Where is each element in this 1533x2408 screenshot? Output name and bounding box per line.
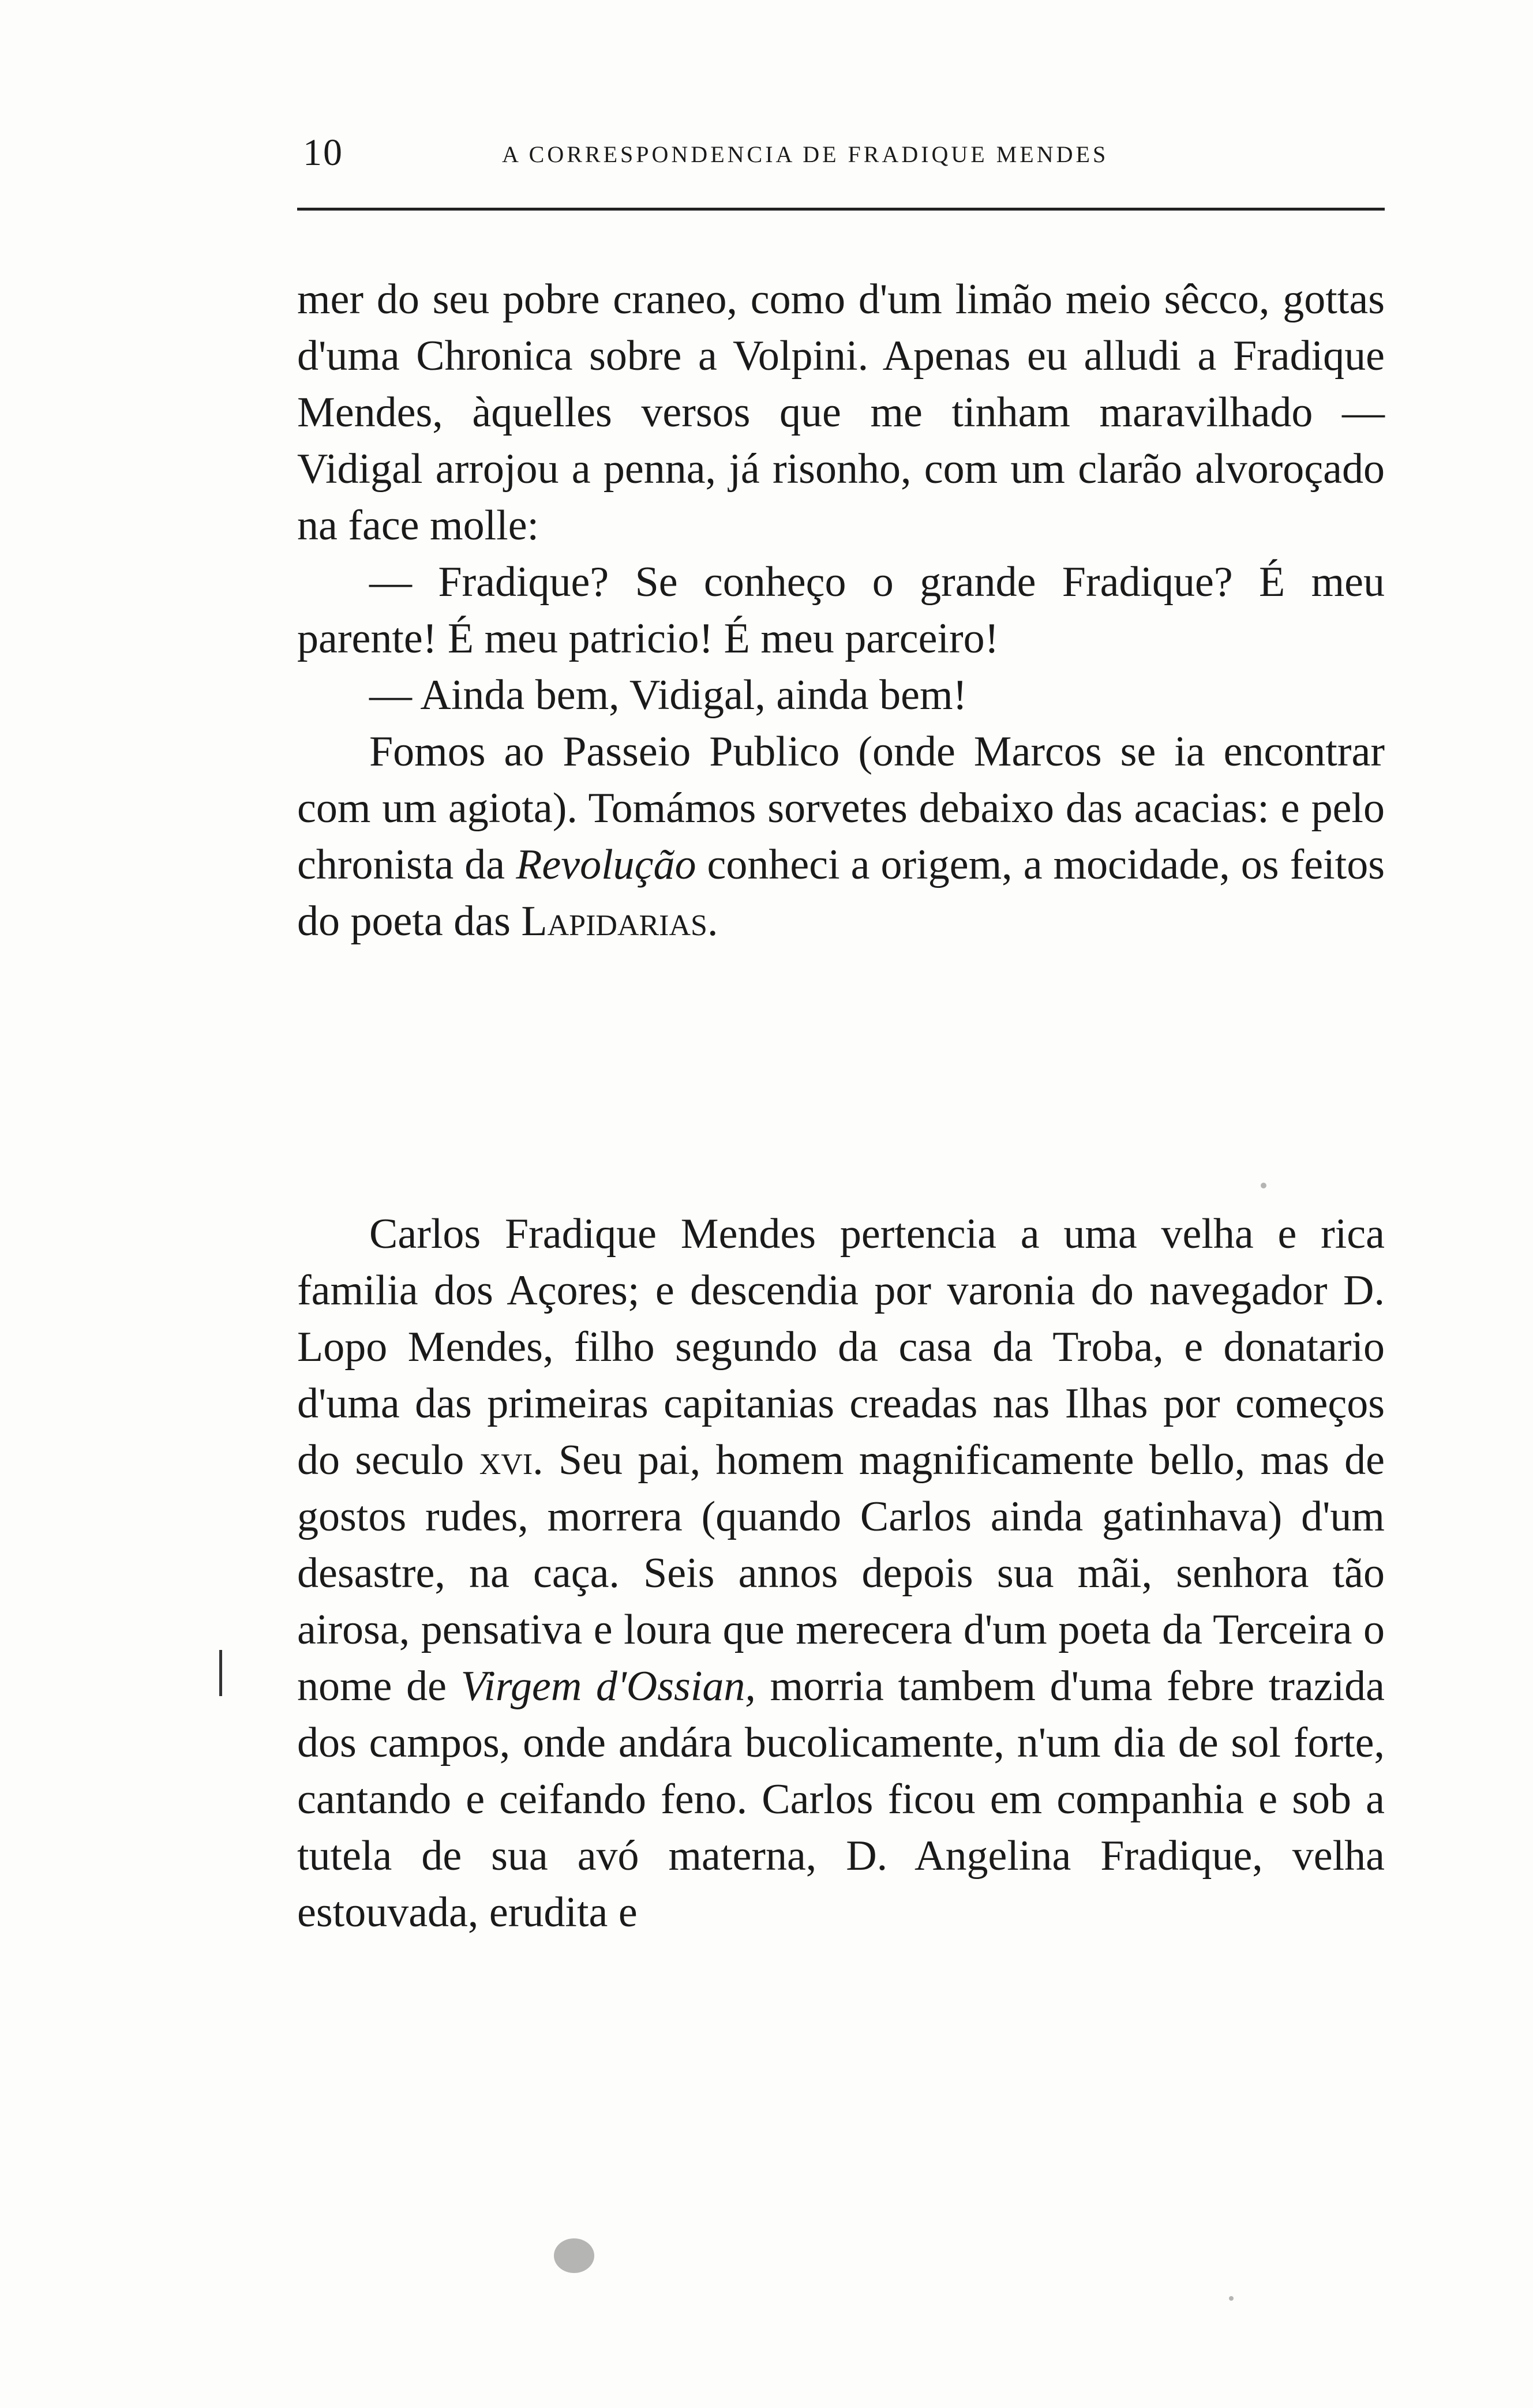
- paragraph-dialogue-ainda-bem: — Ainda bem, Vidigal, ainda bem!: [369, 672, 968, 719]
- paragraph-text: . Seu pai, homem magnificamente bello, mas de gostos rudes, morrera (quando Carlos ainda gatinhava) d'um desastre, na caça. Seis annos depois sua mãi, senhora tão airosa, pensativa e loura que merecera d'um poeta da Terceira o nome de: [297, 1436, 1385, 1710]
- paragraph-text: morria tambem d'uma febre trazida dos campos, onde andára bucolicamente, n'um dia de sol forte, cantando e ceifando feno. Carlos ficou em companhia e sob a tutela de sua avó materna, D. Angelina Fradique, velha estouvada, erudita e: [297, 1663, 1385, 1936]
- text-block-biography: [297, 1206, 1385, 1941]
- paragraph-text: .: [707, 898, 718, 945]
- paragraph-continued: mer do seu pobre craneo, como d'um limão meio sêcco, gottas d'uma Chronica sobre a Volpini. Apenas eu alludi a Fradique Mendes, àquelles versos que me tinham maravilhado — Vidigal arrojou a penna, já risonho, com um clarão alvoroçado na face molle:: [297, 276, 1385, 549]
- paragraph-text: Carlos Fradique Mendes pertencia a uma velha e rica familia dos Açores; e descendia por varonia do navegador D. Lopo Mendes, filho segundo da casa da Troba, e donatario d'uma das primeiras capitanias creadas nas Ilhas por começos do seculo: [297, 1210, 1385, 1484]
- paragraph-biography: [297, 1206, 1385, 1941]
- header-rule: [297, 208, 1385, 211]
- text-block-dialogue: [297, 271, 1385, 950]
- paragraph-dialogue-fradique: — Fradique? Se conheço o grande Fradique? É meu parente! É meu patricio! É meu parceiro!: [297, 558, 1385, 662]
- page-number: 10: [303, 132, 343, 174]
- ink-speck: [1229, 2296, 1234, 2301]
- italic-virgem-dossian: Virgem d'Ossian,: [460, 1663, 756, 1710]
- ink-speck: [1261, 1183, 1266, 1188]
- ink-speck: [554, 2238, 594, 2273]
- margin-mark: [219, 1650, 222, 1696]
- paragraph-text: conheci a origem, a mocidade, os feitos do poeta das: [297, 841, 1385, 945]
- italic-title-revolucao: Revolução: [516, 841, 696, 888]
- page-header: [297, 130, 1385, 176]
- running-title: A CORRESPONDENCIA DE FRADIQUE MENDES: [502, 141, 1109, 167]
- paragraph-passeio-publico: [297, 723, 1385, 950]
- smallcaps-century: xvi: [479, 1436, 533, 1484]
- smallcaps-lapidarias: Lapidarias: [521, 898, 707, 945]
- paragraph-text: Fomos ao Passeio Publico (onde Marcos se ia encontrar com um agiota). Tomámos sorvetes debaixo das acacias: e pelo chronista da: [297, 728, 1385, 888]
